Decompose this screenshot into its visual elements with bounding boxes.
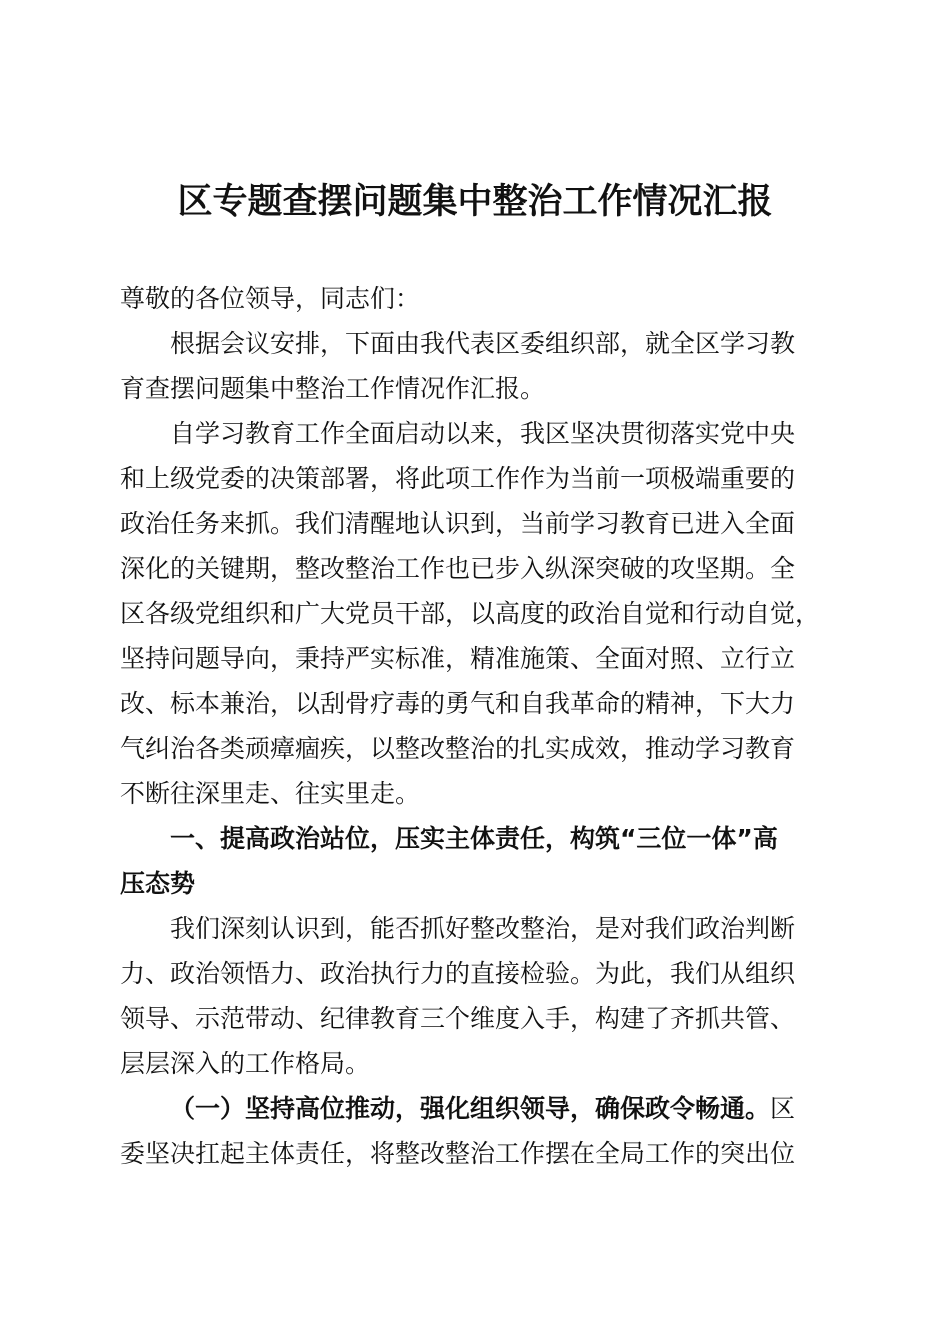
paragraph-line: 改、标本兼治，以刮骨疗毒的勇气和自我革命的精神，下大力	[120, 689, 796, 718]
subsection-text: 区	[770, 1094, 796, 1123]
heading-line: 压态势	[120, 869, 196, 898]
paragraph-line: 坚持问题导向，秉持严实标准，精准施策、全面对照、立行立	[120, 644, 796, 673]
paragraph-line: 领导、示范带动、纪律教育三个维度入手，构建了齐抓共管、	[120, 1004, 796, 1033]
section-heading-1	[120, 816, 828, 906]
paragraph-line: 根据会议安排，下面由我代表区委组织部，就全区学习教	[170, 329, 796, 358]
paragraph-section1	[120, 906, 828, 1086]
paragraph-line: 我们深刻认识到，能否抓好整改整治，是对我们政治判断	[170, 914, 796, 943]
document-title: 区专题查摆问题集中整治工作情况汇报	[177, 182, 773, 222]
paragraph-line: 气纠治各类顽瘴痼疾，以整改整治的扎实成效，推动学习教育	[120, 734, 796, 763]
subsection-heading: （一）坚持高位推动，强化组织领导，确保政令畅通。	[170, 1094, 771, 1123]
paragraph-line: 委坚决扛起主体责任，将整改整治工作摆在全局工作的突出位	[120, 1139, 796, 1168]
paragraph-line: 不断往深里走、往实里走。	[120, 779, 421, 808]
salutation: 尊敬的各位领导，同志们：	[120, 284, 421, 313]
paragraph-intro	[120, 321, 828, 411]
paragraph-line: 力、政治领悟力、政治执行力的直接检验。为此，我们从组织	[120, 959, 796, 988]
paragraph-line	[120, 1086, 828, 1131]
paragraph-line: 政治任务来抓。我们清醒地认识到，当前学习教育已进入全面	[120, 509, 796, 538]
paragraph-line: 层层深入的工作格局。	[120, 1049, 371, 1078]
document-body	[120, 276, 828, 1176]
paragraph-subsection-1	[120, 1086, 828, 1176]
paragraph-line: 和上级党委的决策部署，将此项工作作为当前一项极端重要的	[120, 464, 796, 493]
paragraph-line: 自学习教育工作全面启动以来，我区坚决贯彻落实党中央	[170, 419, 796, 448]
heading-line: 一、提高政治站位，压实主体责任，构筑“三位一体”高	[170, 824, 778, 853]
paragraph-line: 区各级党组织和广大党员干部，以高度的政治自觉和行动自觉，	[120, 599, 821, 628]
paragraph-line: 育查摆问题集中整治工作情况作汇报。	[120, 374, 546, 403]
paragraph-line: 深化的关键期，整改整治工作也已步入纵深突破的攻坚期。全	[120, 554, 796, 583]
paragraph-overview	[120, 411, 828, 816]
